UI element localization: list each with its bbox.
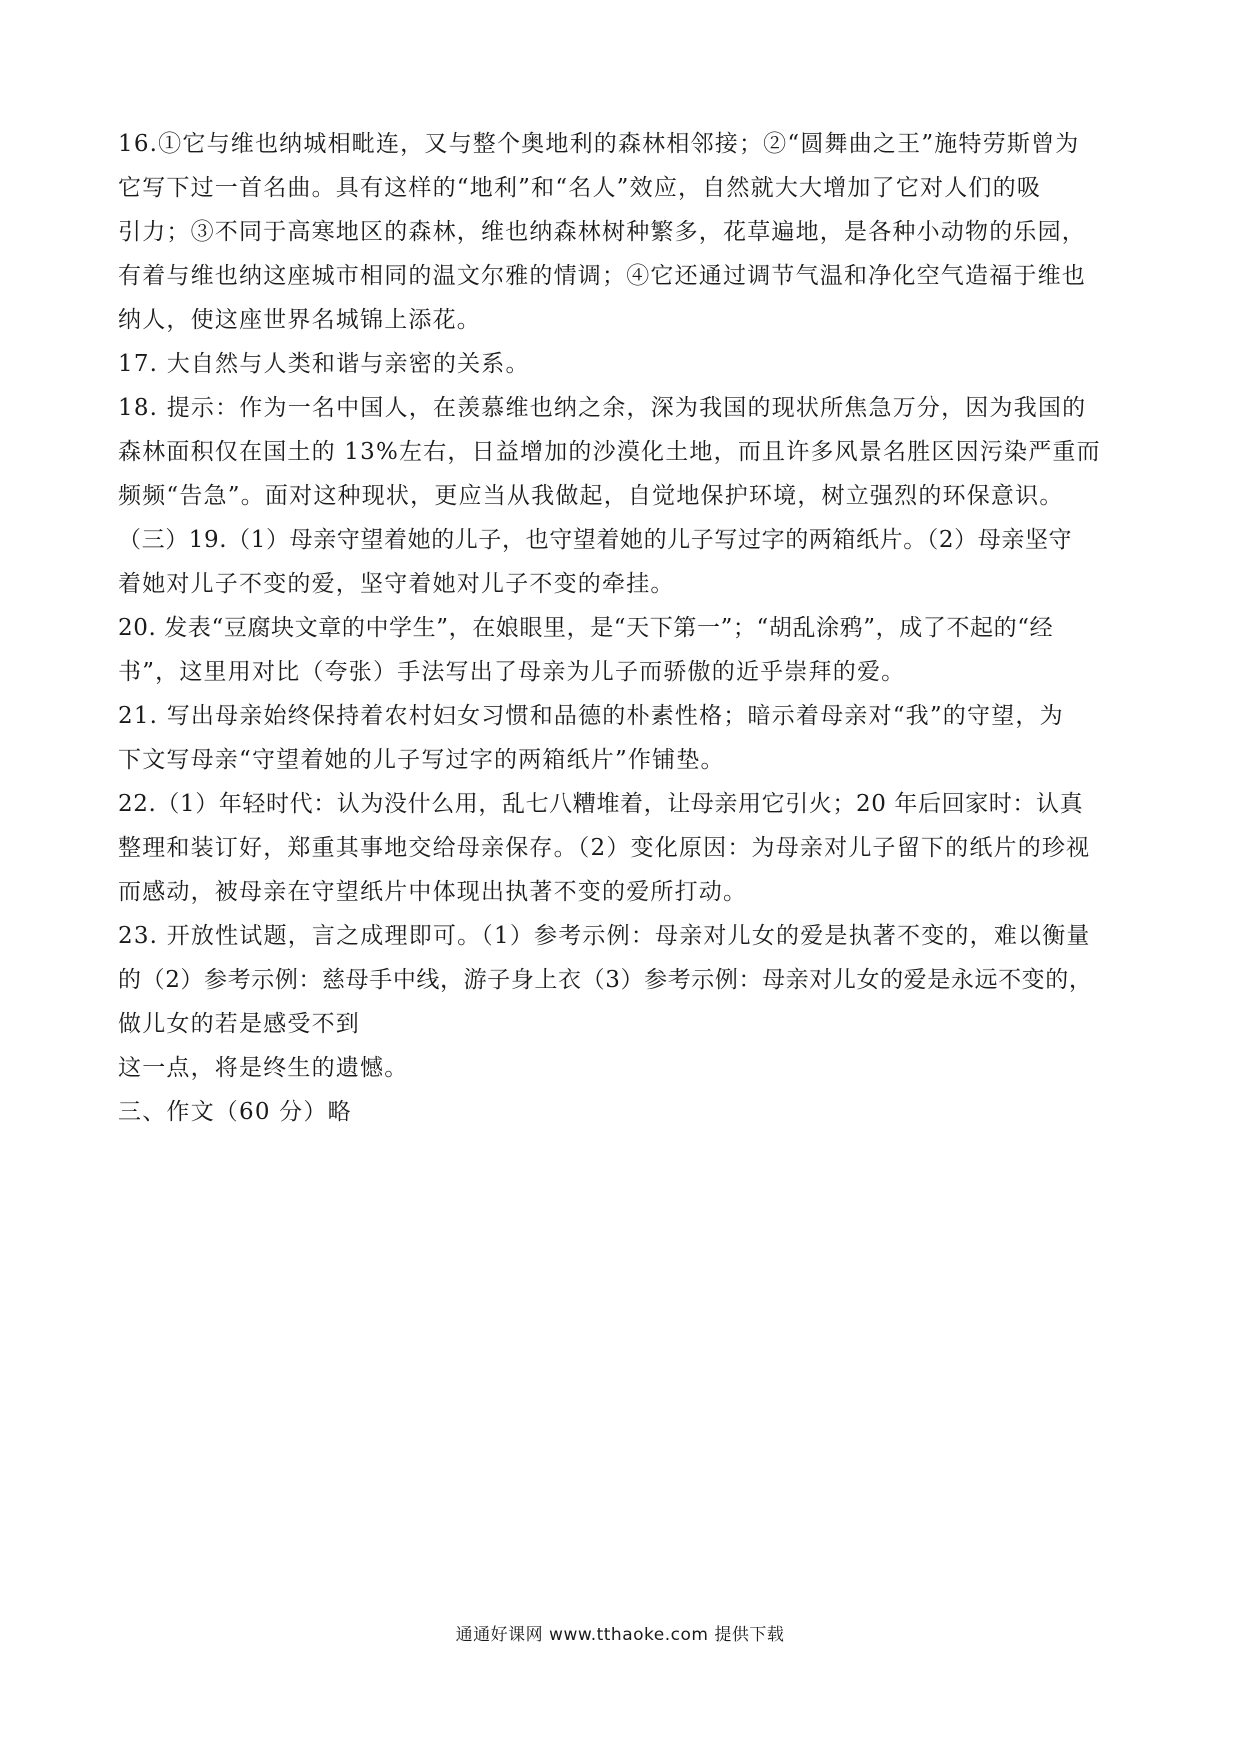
answer-line: 三、作文（60 分）略	[118, 1099, 352, 1125]
answer-line: 做儿女的若是感受不到	[118, 1011, 360, 1037]
answer-line: 书”，这里用对比（夸张）手法写出了母亲为儿子而骄傲的近乎崇拜的爱。	[118, 659, 906, 685]
answer-line: 的（2）参考示例：慈母手中线，游子身上衣（3）参考示例：母亲对儿女的爱是永远不变的，	[118, 967, 1093, 993]
answer-line: 频频“告急”。面对这种现状，更应当从我做起，自觉地保护环境，树立强烈的环保意识。	[118, 483, 1064, 509]
answer-line: 23. 开放性试题，言之成理即可。（1）参考示例：母亲对儿女的爱是执著不变的，难以衡量	[118, 923, 1091, 949]
answer-line: 17. 大自然与人类和谐与亲密的关系。	[118, 351, 530, 377]
page-footer: 通通好课网 www.tthaoke.com 提供下载	[455, 1625, 785, 1645]
answer-line: 21. 写出母亲始终保持着农村妇女习惯和品德的朴素性格；暗示着母亲对“我”的守望，为	[118, 703, 1064, 729]
answer-line: 20. 发表“豆腐块文章的中学生”，在娘眼里，是“天下第一”；“胡乱涂鸦”，成了不起的“经	[118, 615, 1054, 641]
answer-line: 着她对儿子不变的爱，坚守着她对儿子不变的牵挂。	[118, 571, 675, 597]
answer-line: 森林面积仅在国土的 13%左右，日益增加的沙漠化土地，而且许多风景名胜区因污染严重而	[118, 439, 1101, 465]
answer-line: 18. 提示：作为一名中国人，在羡慕维也纳之余，深为我国的现状所焦急万分，因为我国的	[118, 395, 1087, 421]
answer-line: 这一点，将是终生的遗憾。	[118, 1055, 409, 1081]
answer-line: 纳人，使这座世界名城锦上添花。	[118, 307, 481, 333]
answer-line: （三）19.（1）母亲守望着她的儿子，也守望着她的儿子写过字的两箱纸片。（2）母亲坚守	[118, 527, 1073, 553]
answer-line: 它写下过一首名曲。具有这样的“地利”和“名人”效应，自然就大大增加了它对人们的吸	[118, 175, 1042, 201]
answer-line: 22.（1）年轻时代：认为没什么用，乱七八糟堆着，让母亲用它引火；20 年后回家时：认真	[118, 791, 1084, 817]
answer-text-block	[118, 122, 1123, 1134]
answer-line: 有着与维也纳这座城市相同的温文尔雅的情调；④它还通过调节气温和净化空气造福于维也	[118, 263, 1086, 289]
answer-line: 16.①它与维也纳城相毗连，又与整个奥地利的森林相邻接；②“圆舞曲之王”施特劳斯曾为	[118, 131, 1080, 157]
answer-line: 整理和装订好，郑重其事地交给母亲保存。（2）变化原因：为母亲对儿子留下的纸片的珍视	[118, 835, 1091, 861]
answer-line: 而感动，被母亲在守望纸片中体现出执著不变的爱所打动。	[118, 879, 748, 905]
answer-line: 下文写母亲“守望着她的儿子写过字的两箱纸片”作铺垫。	[118, 747, 725, 773]
answer-line: 引力；③不同于高寒地区的森林，维也纳森林树种繁多，花草遍地，是各种小动物的乐园，	[118, 219, 1086, 245]
